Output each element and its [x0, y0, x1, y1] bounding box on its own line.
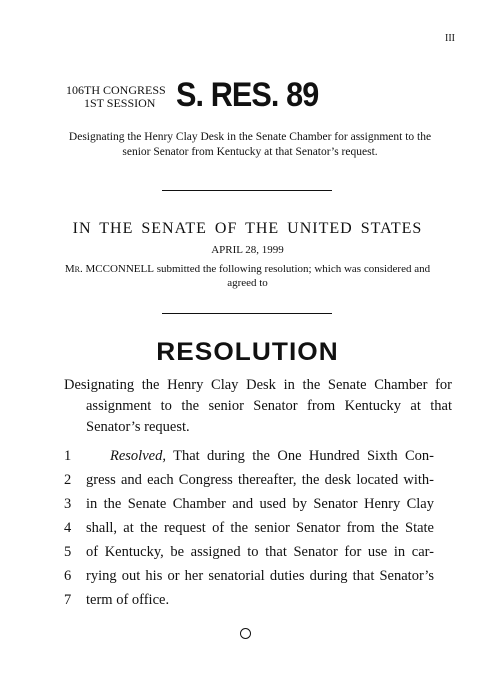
session-label: 1ST SESSION [84, 96, 156, 110]
line-text: gress and each Congress thereafter, the desk located with- [86, 472, 434, 488]
body-line [64, 588, 434, 612]
divider-rule [162, 313, 332, 314]
document-type-heading: RESOLUTION [156, 338, 339, 366]
line-text: Resolved, That during the One Hundred Sixth Con- [110, 448, 434, 464]
calendar-mark: III [445, 33, 455, 44]
sponsor-action: submitted the following resolution; which was considered and agreed to [156, 263, 431, 289]
body-line [64, 516, 434, 540]
body-line [64, 492, 434, 516]
chamber-heading: IN THE SENATE OF THE UNITED STATES [72, 220, 423, 237]
body-line [64, 564, 434, 588]
end-of-document-mark [240, 628, 251, 639]
resolution-short-title: Designating the Henry Clay Desk in the Senate Chamber for assignment to the senior Senator from Kentucky at that Senator’s request. [68, 131, 432, 158]
line-text: term of office. [86, 592, 170, 608]
body-line [64, 444, 434, 468]
submission-date: APRIL 28, 1999 [211, 244, 284, 256]
body-line [64, 540, 434, 564]
preamble: Designating the Henry Clay Desk in the Senate Chamber for assignment to the senior Senator from Kentucky at that Senator’s request. [64, 377, 452, 435]
line-number: 1 [64, 448, 72, 464]
line-text: shall, at the request of the senior Senator from the State [86, 520, 434, 536]
bill-number: S. RES. 89 [176, 76, 319, 114]
line-number: 7 [64, 592, 72, 608]
resolution-body [64, 444, 434, 612]
line-text: of Kentucky, be assigned to that Senator for use in car- [86, 544, 434, 560]
sponsor-name: Mr. MCCONNELL [64, 263, 154, 275]
sponsor-statement [60, 262, 435, 290]
line-number: 2 [64, 472, 72, 488]
line-number: 4 [64, 520, 72, 536]
resolved-clause: Resolved, [110, 448, 166, 464]
line-text: in the Senate Chamber and used by Senator Henry Clay [86, 496, 434, 512]
line-number: 6 [64, 568, 72, 584]
line-number: 5 [64, 544, 72, 560]
line-number: 3 [64, 496, 72, 512]
line-text: rying out his or her senatorial duties during that Senator’s [86, 568, 434, 584]
body-line [64, 468, 434, 492]
congress-number: 106TH CONGRESS [66, 83, 166, 97]
divider-rule [162, 190, 332, 191]
congress-session-block [66, 84, 166, 110]
